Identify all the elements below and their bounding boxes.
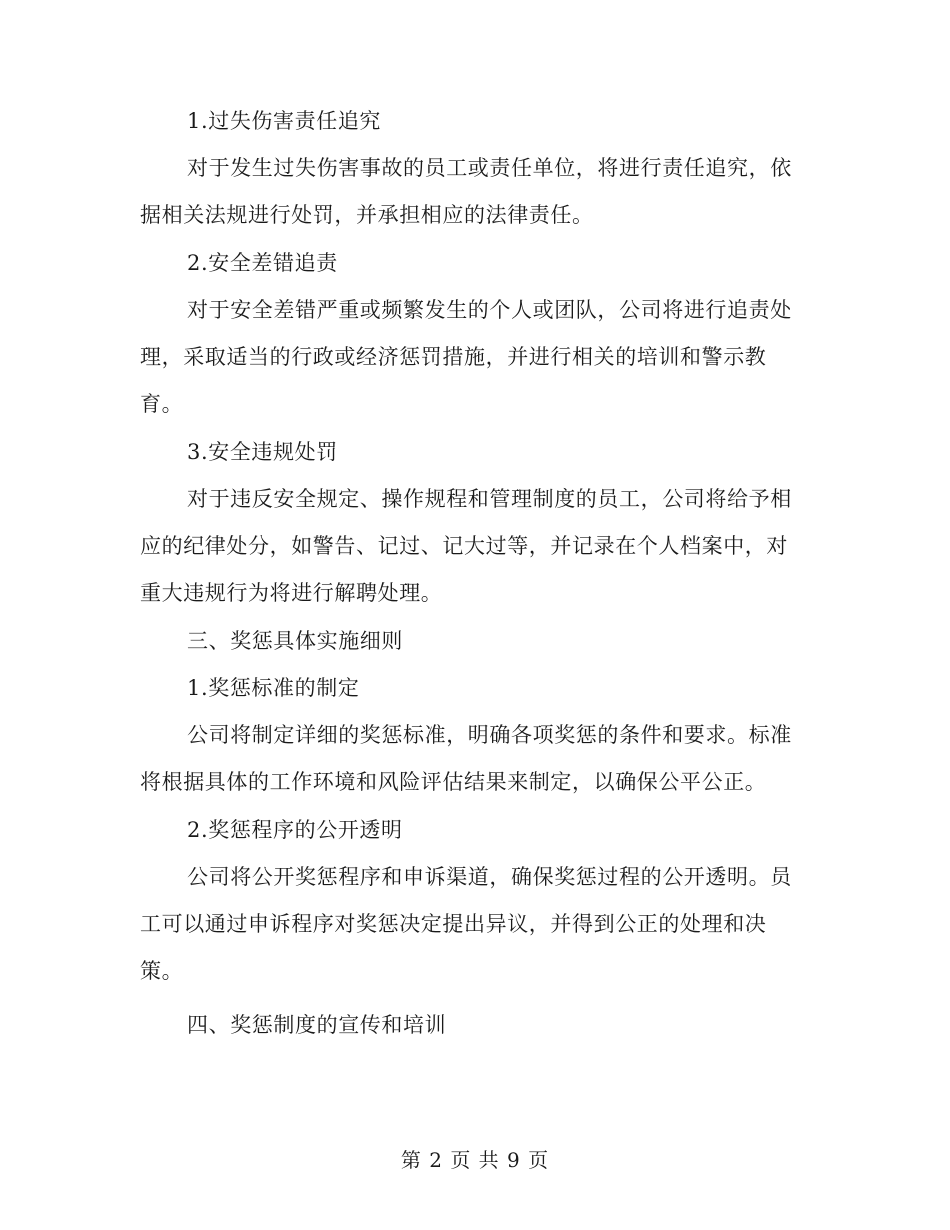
page-label-suffix: 页 bbox=[528, 1148, 550, 1172]
paragraph-line: 理，采取适当的行政或经济惩罚措施，并进行相关的培训和警示教 bbox=[140, 345, 767, 369]
chapter-heading: 三、奖惩具体实施细则 bbox=[187, 629, 403, 653]
section-heading: 2.安全差错追责 bbox=[187, 251, 338, 275]
paragraph-line: 对于发生过失伤害事故的员工或责任单位，将进行责任追究，依 bbox=[187, 156, 792, 180]
paragraph-line: 育。 bbox=[140, 392, 184, 416]
paragraph-line: 将根据具体的工作环境和风险评估结果来制定，以确保公平公正。 bbox=[140, 770, 767, 794]
page-current-number: 2 bbox=[429, 1148, 443, 1172]
paragraph-line: 策。 bbox=[140, 959, 184, 983]
section-heading: 1.奖惩标准的制定 bbox=[187, 676, 360, 700]
paragraph-line: 工可以通过申诉程序对奖惩决定提出异议，并得到公正的处理和决 bbox=[140, 912, 767, 936]
section-heading: 1.过失伤害责任追究 bbox=[187, 109, 382, 133]
page-total-number: 9 bbox=[507, 1148, 521, 1172]
page-footer bbox=[0, 1146, 950, 1174]
paragraph-line: 应的纪律处分，如警告、记过、记大过等，并记录在个人档案中，对 bbox=[140, 534, 788, 558]
paragraph-line: 重大违规行为将进行解聘处理。 bbox=[140, 581, 443, 605]
page-label-prefix: 第 bbox=[400, 1148, 422, 1172]
paragraph-line: 据相关法规进行处罚，并承担相应的法律责任。 bbox=[140, 203, 594, 227]
paragraph-line: 对于安全差错严重或频繁发生的个人或团队，公司将进行追责处 bbox=[187, 298, 792, 322]
paragraph-line: 公司将制定详细的奖惩标准，明确各项奖惩的条件和要求。标准 bbox=[187, 723, 792, 747]
section-heading: 2.奖惩程序的公开透明 bbox=[187, 818, 403, 842]
page-label-mid: 页 共 bbox=[450, 1148, 500, 1172]
paragraph-line: 对于违反安全规定、操作规程和管理制度的员工，公司将给予相 bbox=[187, 487, 792, 511]
paragraph-line: 公司将公开奖惩程序和申诉渠道，确保奖惩过程的公开透明。员 bbox=[187, 865, 792, 889]
chapter-heading: 四、奖惩制度的宣传和培训 bbox=[187, 1013, 447, 1037]
section-heading: 3.安全违规处罚 bbox=[187, 440, 338, 464]
